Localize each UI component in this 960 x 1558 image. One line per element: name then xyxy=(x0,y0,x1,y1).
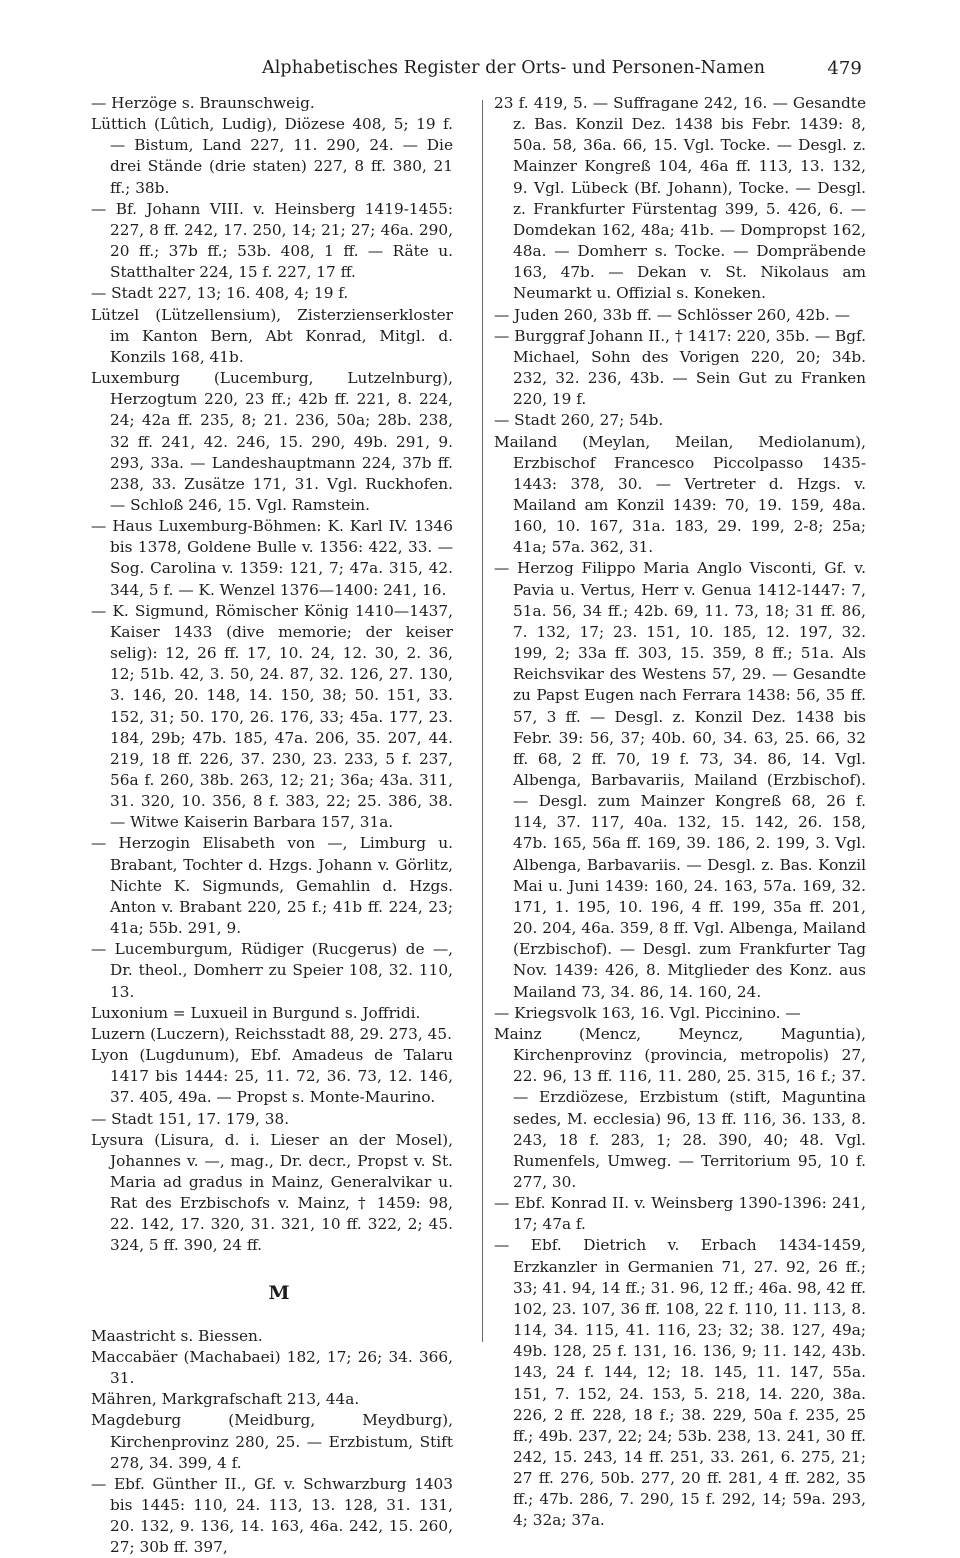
register-entry: Maccabäer (Machabaei) 182, 17; 26; 34. 366, 31. xyxy=(91,1347,453,1388)
register-entry: Lützel (Lützellensium), Zisterzienserkloster im Kanton Bern, Abt Konrad, Mitgl. d. Konzils 168, 41b. xyxy=(91,305,453,366)
register-entry: Lysura (Lisura, d. i. Lieser an der Mosel), Johannes v. —, mag., Dr. decr., Propst v. St. Maria ad gradus in Mainz, Generalvikar u. Rat des Erzbischofs v. Mainz, † 1459: 98, 22. 142, 17. 320, 31. 321, 10 ff. 322, 2; 45. 324, 5 ff. 390, 24 ff. xyxy=(91,1130,453,1255)
right-column xyxy=(494,93,866,1532)
register-entry: — Stadt 227, 13; 16. 408, 4; 19 f. xyxy=(91,284,349,303)
register-entry: — Haus Luxemburg-Böhmen: K. Karl IV. 1346 bis 1378, Goldene Bulle v. 1356: 422, 33. — Sog. Carolina v. 1359: 121, 7; 47a. 315, 42. 344, 5 f. — K. Wenzel 1376—1400: 241, 16. xyxy=(91,517,453,599)
register-entry: — Bf. Johann VIII. v. Heinsberg 1419-1455: 227, 8 ff. 242, 17. 250, 14; 21; 27; 46a. 290, 20 ff.; 37b ff.; 53b. 408, 1 ff. — Räte u. Statthalter 224, 15 f. 227, 17 ff. xyxy=(91,199,453,282)
register-entry: — Kriegsvolk 163, 16. Vgl. Piccinino. — xyxy=(494,1003,801,1022)
register-entry: Luxemburg (Lucemburg, Lutzelnburg), Herzogtum 220, 23 ff.; 42b ff. 221, 8. 224, 24; 42a ff. 235, 8; 21. 236, 50a; 28b. 238, 32 ff. 241, 42. 246, 15. 290, 49b. 291, 9. 293, 33a. — Landeshauptmann 224, 37b ff. 238, 33. Zusätze 171, 31. Vgl. Ruckhofen. — Schloß 246, 15. Vgl. Ramstein. xyxy=(91,369,453,514)
register-entry: Mailand (Meylan, Meilan, Mediolanum), Erzbischof Francesco Piccolpasso 1435-1443: 378, 30. — Vertreter d. Hzgs. v. Mailand am Konzil 1439: 70, 19. 159, 48a. 160, 10. 167, 31a. 183, 29. 199, 2-8; 25a; 41a; 57a. 362, 31. xyxy=(494,432,866,557)
register-entry: Luxonium = Luxueil in Burgund s. Joffridi. xyxy=(91,1003,421,1022)
register-entry: — Stadt 260, 27; 54b. xyxy=(494,411,664,430)
page-number: 479 xyxy=(827,58,862,79)
register-entry: — Lucemburgum, Rüdiger (Rucgerus) de —, Dr. theol., Domherr zu Speier 108, 32. 110, 13. xyxy=(91,940,453,1001)
register-entry: Mainz (Mencz, Meyncz, Maguntia), Kirchenprovinz (provincia, metropolis) 27, 22. 96, 13 ff. 116, 11. 280, 25. 315, 16 f.; 37. — Erzdiözese, Erzbistum (stift, Maguntina sedes, M. ecclesia) 96, 13 ff. 116, 36. 133, 8. 243, 18 f. 283, 1; 28. 390, 40; 48. Vgl. Rumenfels, Umweg. — Territorium 95, 10 f. 277, 30. xyxy=(494,1024,866,1191)
register-entry: Mähren, Markgrafschaft 213, 44a. xyxy=(91,1390,360,1409)
section-letter: M xyxy=(268,1281,290,1304)
register-entry: Lüttich (Lûtich, Ludig), Diözese 408, 5; 19 f. — Bistum, Land 227, 11. 290, 24. — Die drei Stände (drie staten) 227, 8 ff. 380, 21 ff.; 38b. xyxy=(91,115,453,197)
register-entry: Luzern (Luczern), Reichsstadt 88, 29. 273, 45. xyxy=(91,1024,452,1043)
register-entry: — Herzöge s. Braunschweig. xyxy=(91,94,315,112)
register-entry: — Ebf. Konrad II. v. Weinsberg 1390-1396: 241, 17; 47a f. xyxy=(494,1194,866,1234)
register-entry: 23 f. 419, 5. — Suffragane 242, 16. — Gesandte z. Bas. Konzil Dez. 1438 bis Febr. 1439: 8, 50a. 58, 36a. 66, 15. Vgl. Tocke. — Desgl. z. Mainzer Kongreß 104, 46a ff. 113, 13. 132, 9. Vgl. Lübeck (Bf. Johann), Tocke. — Desgl. z. Frankfurter Fürstentag 399, 5. 426, 6. — Domdekan 162, 48a; 41b. — Dompropst 162, 48a. — Domherr s. Tocke. — Dompräbende 163, 47b. — Dekan v. St. Nikolaus am Neumarkt u. Offizial s. Koneken. xyxy=(494,94,866,303)
register-entry: — K. Sigmund, Römischer König 1410—1437, Kaiser 1433 (dive memorie; der keiser selig): 12, 26 ff. 17, 10. 24, 12. 30, 2. 36, 12; 51b. 42, 3. 50, 24. 87, 32. 126, 27. 130, 3. 146, 20. 148, 14. 150, 38; 50. 151, 33. 152, 31; 50. 170, 26. 176, 33; 45a. 177, 23. 184, 29b; 47b. 185, 47a. 206, 35. 207, 44. 219, 18 ff. 226, 37. 230, 23. 233, 5 f. 237, 56a f. 260, 38b. 263, 12; 21; 36a; 43a. 311, 31. 320, 10. 356, 8 f. 383, 22; 25. 386, 38. — Witwe Kaiserin Barbara 157, 31a. xyxy=(91,601,453,832)
register-entry: Lyon (Lugdunum), Ebf. Amadeus de Talaru 1417 bis 1444: 25, 11. 72, 36. 73, 12. 146, 37. 405, 49a. — Propst s. Monte-Maurino. xyxy=(91,1046,453,1107)
register-entry: — Juden 260, 33b ff. — Schlösser 260, 42b. — xyxy=(494,305,851,324)
register-entry: — Burggraf Johann II., † 1417: 220, 35b. — Bgf. Michael, Sohn des Vorigen 220, 20; 34b. 232, 32. 236, 43b. — Sein Gut zu Franken 220, 19 f. xyxy=(494,326,866,409)
register-entry: — Herzogin Elisabeth von —, Limburg u. Brabant, Tochter d. Hzgs. Johann v. Görlitz, Nichte K. Sigmunds, Gemahlin d. Hzgs. Anton v. Brabant 220, 25 f.; 41b ff. 224, 23; 41a; 55b. 291, 9. xyxy=(91,834,453,938)
register-entry: — Herzog Filippo Maria Anglo Visconti, Gf. v. Pavia u. Vertus, Herr v. Genua 1412-1447: 7, 51a. 56, 34 ff.; 42b. 69, 11. 73, 18; 31 ff. 86, 7. 132, 17; 23. 151, 10. 185, 12. 197, 32. 199, 2; 33a ff. 303, 15. 359, 8 ff.; 51a. Als Reichsvikar des Westens 57, 29. — Gesandte zu Papst Eugen nach Ferrara 1438: 56, 35 ff. 57, 3 ff. — Desgl. z. Konzil Dez. 1438 bis Febr. 39: 56, 37; 40b. 60, 34. 63, 25. 66, 32 ff. 68, 2 ff. 70, 19 f. 73, 34. 86, 14. Vgl. Albenga, Barbavariis, Mailand (Erzbischof). — Desgl. zum Mainzer Kongreß 68, 26 f. 114, 37. 117, 40a. 132, 15. 142, 26. 158, 47b. 165, 56a ff. 169, 39. 186, 2. 199, 3. Vgl. Albenga, Barbavariis. — Desgl. z. Bas. Konzil Mai u. Juni 1439: 160, 24. 163, 57a. 169, 32. 171, 1. 195, 10. 196, 4 ff. 199, 35a ff. 201, 20. 204, 46a. 359, 8 ff. Vgl. Albenga, Mailand (Erzbischof). — Desgl. zum Frankfurter Tag Nov. 1439: 426, 8. Mitglieder des Konz. aus Mailand 73, 34. 86, 14. 160, 24. xyxy=(494,559,866,1001)
register-entry: Magdeburg (Meidburg, Meydburg), Kirchenprovinz 280, 25. — Erzbistum, Stift 278, 34. 399, 4 f. xyxy=(91,1411,453,1472)
running-title: Alphabetisches Register der Orts- und Personen-Namen xyxy=(262,58,766,78)
left-column xyxy=(91,93,453,1558)
column-divider xyxy=(482,100,483,1342)
register-entry: — Ebf. Günther II., Gf. v. Schwarzburg 1403 bis 1445: 110, 24. 113, 13. 128, 31. 131, 20. 132, 9. 136, 14. 163, 46a. 242, 15. 260, 27; 30b ff. 397, xyxy=(91,1474,453,1557)
register-entry: — Ebf. Dietrich v. Erbach 1434-1459, Erzkanzler in Germanien 71, 27. 92, 26 ff.; 33; 41. 94, 14 ff.; 31. 96, 12 ff.; 46a. 98, 42 ff. 102, 23. 107, 36 ff. 108, 22 f. 110, 11. 113, 8. 114, 34. 115, 41. 116, 23; 32; 38. 127, 49a; 49b. 128, 25 f. 131, 16. 136, 9; 11. 142, 43b. 143, 24 f. 144, 12; 18. 145, 11. 147, 55a. 151, 7. 152, 24. 153, 5. 218, 14. 220, 38a. 226, 2 ff. 228, 18 f.; 38. 229, 50a f. 235, 25 ff.; 49b. 237, 22; 24; 53b. 238, 13. 241, 30 ff. 242, 15. 243, 14 ff. 251, 33. 261, 6. 275, 21; 27 ff. 276, 50b. 277, 20 ff. 281, 4 ff. 282, 35 ff.; 47b. 286, 7. 290, 15 f. 292, 14; 59a. 293, 4; 32a; 37a. xyxy=(494,1236,866,1530)
register-entry: — Stadt 151, 17. 179, 38. xyxy=(91,1109,290,1128)
register-entry: Maastricht s. Biessen. xyxy=(91,1326,263,1345)
